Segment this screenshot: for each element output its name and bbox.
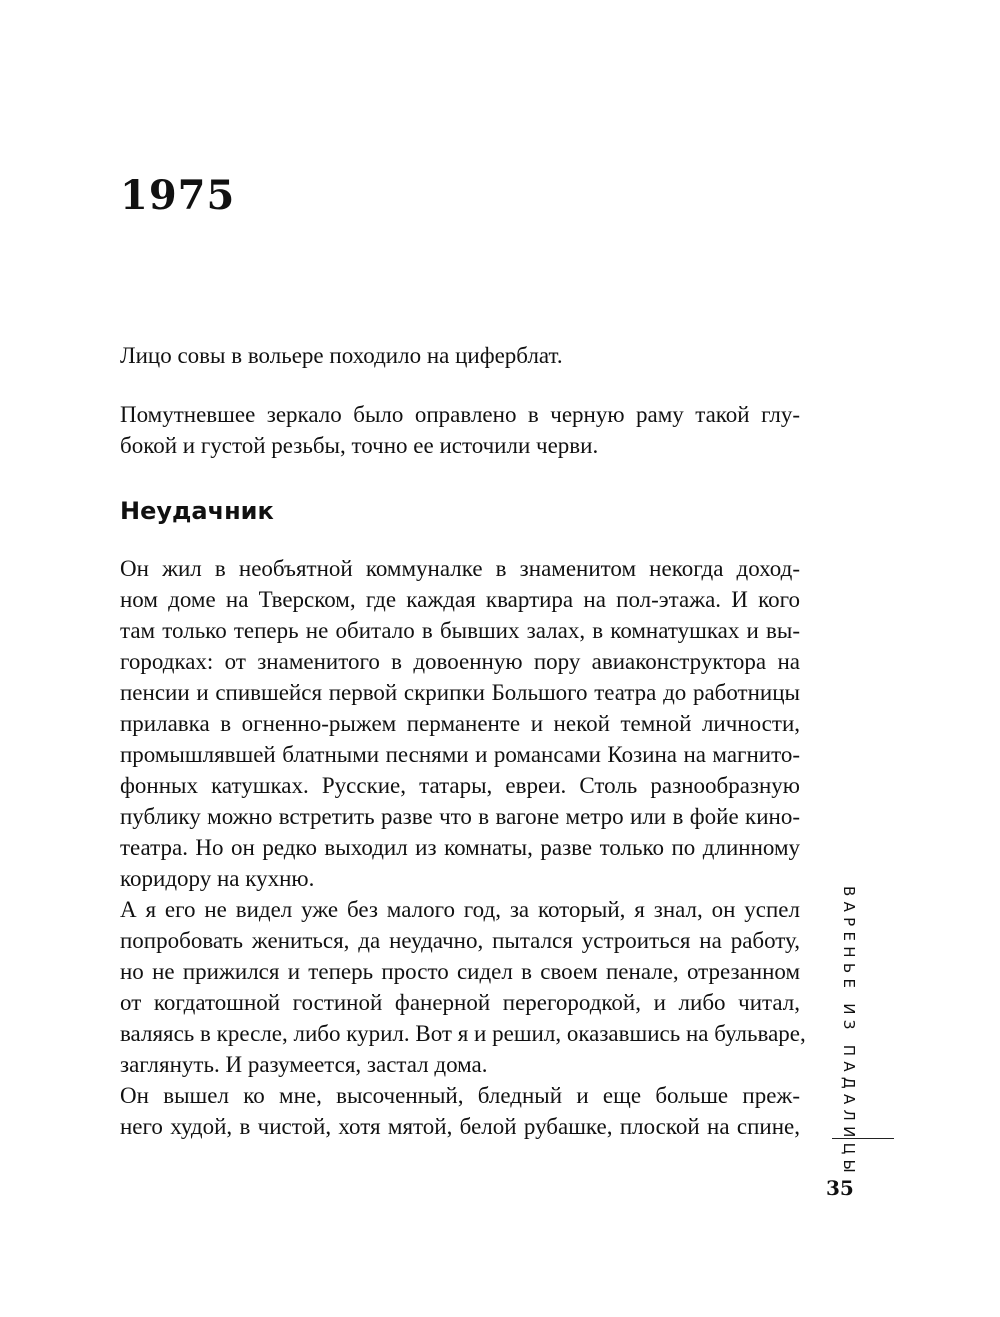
section-paragraph-2 bbox=[120, 894, 806, 1080]
text-line: от когдатошной гостиной фанерной перегородкой, и либо читал, bbox=[120, 990, 800, 1015]
text-line: бокой и густой резьбы, точно ее источили черви. bbox=[120, 433, 599, 458]
text-line: прилавка в огненно-рыжем перманенте и некой темной личности, bbox=[120, 711, 800, 736]
text-line: Лицо совы в вольере походило на циферблат. bbox=[120, 343, 563, 368]
text-line: ном доме на Тверском, где каждая квартира на пол-этажа. И кого bbox=[120, 587, 800, 612]
text-line: пенсии и спившейся первой скрипки Большого театра до работницы bbox=[120, 680, 800, 705]
text-line: фонных катушках. Русские, татары, евреи. Столь разнообразную bbox=[120, 773, 800, 798]
section-title: Неудачник bbox=[120, 497, 274, 525]
text-line: А я его не видел уже без малого год, за который, я знал, он успел bbox=[120, 897, 800, 922]
section-paragraph-1 bbox=[120, 553, 800, 894]
text-line: публику можно встретить разве что в вагоне метро или в фойе кино- bbox=[120, 804, 800, 829]
text-line: Помутневшее зеркало было оправлено в черную раму такой глу- bbox=[120, 402, 800, 427]
footer-rule bbox=[832, 1138, 894, 1139]
text-line: попробовать жениться, да неудачно, пытался устроиться на работу, bbox=[120, 928, 800, 953]
text-line: Он вышел ко мне, высоченный, бледный и еще больше преж- bbox=[120, 1083, 800, 1108]
intro-paragraph-2 bbox=[120, 399, 800, 461]
section-paragraph-3 bbox=[120, 1080, 800, 1142]
text-line: коридору на кухню. bbox=[120, 866, 315, 891]
text-line: городках: от знаменитого в довоенную пору авиаконструктора на bbox=[120, 649, 800, 674]
text-line: заглянуть. И разумеется, застал дома. bbox=[120, 1052, 488, 1077]
text-line: театра. Но он редко выходил из комнаты, разве только по длинному bbox=[120, 835, 800, 860]
text-line: Он жил в необъятной коммуналке в знаменитом некогда доход- bbox=[120, 556, 800, 581]
text-line: него худой, в чистой, хотя мятой, белой рубашке, плоской на спине, bbox=[120, 1114, 800, 1139]
text-line: промышлявшей блатными песнями и романсами Козина на магнито- bbox=[120, 742, 800, 767]
running-title-text: ВАРЕНЬЕ ИЗ ПАДАЛИЦЫ bbox=[840, 886, 858, 1179]
page-number: 35 bbox=[826, 1176, 854, 1200]
intro-paragraph-1 bbox=[120, 340, 800, 371]
chapter-year: 1975 bbox=[120, 172, 236, 219]
body-text bbox=[120, 340, 806, 1142]
text-line: но не прижился и теперь просто сидел в своем пенале, отрезанном bbox=[120, 959, 800, 984]
text-line: там только теперь не обитало в бывших залах, в комнатушках и вы- bbox=[120, 618, 800, 643]
text-line: валяясь в кресле, либо курил. Вот я и решил, оказавшись на бульваре, bbox=[120, 1021, 806, 1046]
